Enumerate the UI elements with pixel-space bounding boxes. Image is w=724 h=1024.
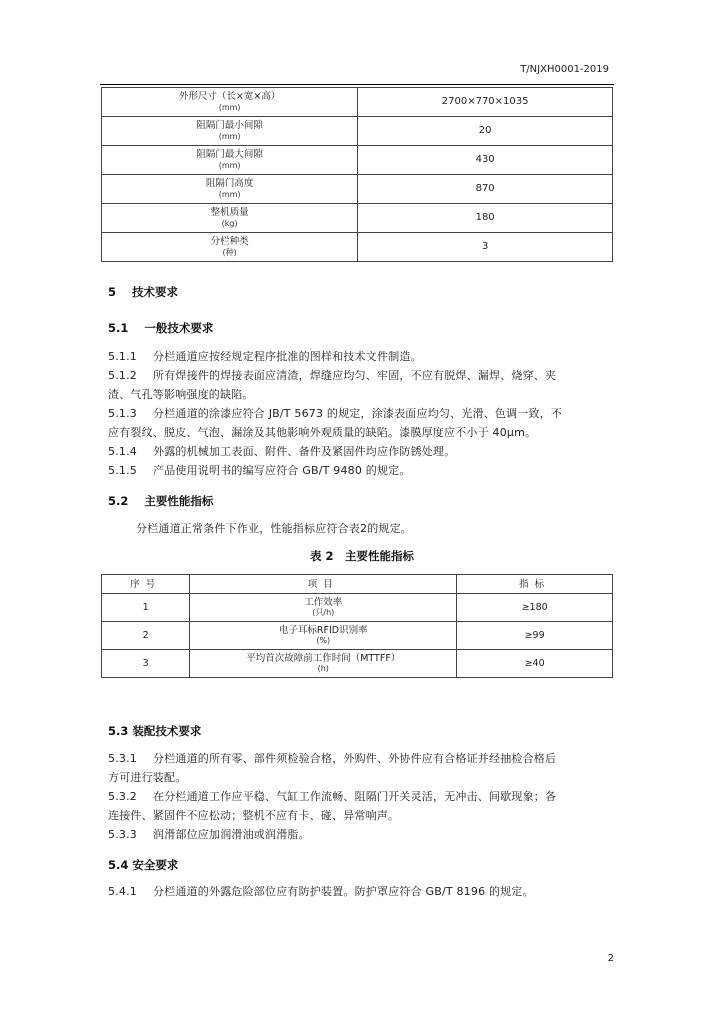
item-label: 平均首次故障前工作时间（MTTFF） (246, 653, 401, 664)
clause-5-4-1 (108, 883, 534, 901)
standard-code: T/NJXH0001-2019 (520, 64, 609, 75)
clause-5-1-2 (108, 367, 556, 385)
indicator-value: ≥180 (457, 594, 613, 622)
clause-5-1-4 (108, 443, 455, 461)
spec-unit: (mm) (218, 190, 241, 199)
spec-value: 2700×770×1035 (358, 88, 613, 117)
item-label: 电子耳标RFID识别率 (278, 625, 368, 636)
clause-number: 5.4.1 (108, 885, 137, 898)
row-number: 1 (102, 594, 190, 622)
spec-value: 870 (358, 175, 613, 204)
spec-label: 阻隔门最小间隙 (196, 120, 263, 131)
spec-unit: (种) (222, 248, 237, 257)
indicator-value: ≥40 (457, 650, 613, 678)
clause-text: 分栏通道的外露危险部位应有防护装置。防护罩应符合 GB/T 8196 的规定。 (153, 885, 534, 898)
spec-value: 20 (358, 117, 613, 146)
section-title: 主要性能指标 (144, 494, 214, 508)
spec-label-cell (102, 204, 358, 233)
clause-text: 产品使用说明书的编写应符合 GB/T 9480 的规定。 (153, 464, 411, 477)
table-row (102, 204, 613, 233)
indicator-value: ≥99 (457, 622, 613, 650)
section-number: 5.1 (108, 321, 129, 335)
table-row (102, 117, 613, 146)
clause-text: 分栏通道的涂漆应符合 JB/T 5673 的规定，涂漆表面应均匀、光滑、色调一致，不 (153, 407, 563, 420)
spec-value: 180 (358, 204, 613, 233)
row-number: 2 (102, 622, 190, 650)
spec-label: 分栏种类 (210, 236, 249, 247)
section-5-2-text: 分栏通道正常条件下作业，性能指标应符合表2的规定。 (136, 522, 412, 535)
spec-table (101, 87, 613, 262)
section-title: 技术要求 (132, 285, 179, 299)
spec-label-cell (102, 88, 358, 117)
row-number: 3 (102, 650, 190, 678)
clause-text: 外露的机械加工表面、附件、备件及紧固件均应作防锈处理。 (153, 445, 456, 458)
column-header: 指标 (457, 575, 613, 594)
item-unit: (%) (316, 636, 331, 645)
spec-label: 阻隔门最大间隙 (196, 149, 263, 160)
clause-text: 润滑部位应加润滑油或润滑脂。 (153, 828, 310, 841)
clause-5-3-2 (108, 788, 556, 806)
spec-label: 阻隔门高度 (205, 178, 254, 189)
clause-5-1-3-cont: 应有裂纹、脱皮、气泡、漏涂及其他影响外观质量的缺陷。漆膜厚度应不小于 40μm。 (108, 426, 537, 439)
spec-unit: (mm) (218, 161, 241, 170)
spec-label-cell (102, 117, 358, 146)
table-row (102, 650, 613, 678)
clause-5-3-1-cont: 方可进行装配。 (108, 771, 187, 784)
column-header: 项目 (190, 575, 457, 594)
clause-text: 分栏通道应按经规定程序批准的图样和技术文件制造。 (153, 350, 422, 363)
section-5-3-heading: 5.3 装配技术要求 (108, 724, 202, 738)
table-row (102, 594, 613, 622)
page-number: 2 (607, 953, 614, 964)
clause-number: 5.1.3 (108, 407, 137, 420)
section-title: 一般技术要求 (144, 321, 214, 335)
spec-value: 3 (358, 233, 613, 262)
item-cell (190, 650, 457, 678)
spec-label: 外形尺寸（长×宽×高） (178, 91, 281, 102)
spec-value: 430 (358, 146, 613, 175)
clause-5-3-3 (108, 826, 310, 844)
table-row (102, 175, 613, 204)
clause-5-1-5 (108, 462, 411, 480)
clause-text: 分栏通道的所有零、部件须检验合格，外购件、外协件应有合格证并经抽检合格后 (153, 752, 557, 765)
section-5-1-heading (108, 320, 213, 336)
clause-5-1-2-cont: 渣、气孔等影响强度的缺陷。 (108, 388, 254, 401)
item-cell (190, 594, 457, 622)
clause-number: 5.1.4 (108, 445, 137, 458)
clause-number: 5.3.1 (108, 752, 137, 765)
table-row (102, 146, 613, 175)
section-5-2-heading (108, 493, 213, 509)
spec-label-cell (102, 233, 358, 262)
table-row (102, 233, 613, 262)
table-row (102, 88, 613, 117)
section-number: 5 (108, 285, 117, 299)
clause-5-3-1 (108, 750, 556, 768)
item-unit: (只/h) (312, 608, 335, 617)
clause-text: 所有焊接件的焊接表面应清渣，焊缝应均匀、牢固，不应有脱焊、漏焊、烧穿、夹 (153, 369, 557, 382)
clause-5-1-1 (108, 348, 422, 366)
section-5-heading (108, 284, 178, 300)
spec-unit: (mm) (218, 132, 241, 141)
table-row (102, 622, 613, 650)
clause-number: 5.1.1 (108, 350, 137, 363)
spec-label-cell (102, 146, 358, 175)
spec-unit: (mm) (218, 103, 241, 112)
clause-number: 5.1.2 (108, 369, 137, 382)
section-number: 5.2 (108, 494, 129, 508)
table-2-caption: 表 2 主要性能指标 (309, 549, 414, 563)
spec-label: 整机质量 (210, 207, 249, 218)
clause-5-3-2-cont: 连接件、紧固件不应松动；整机不应有卡、碰、异常响声。 (108, 809, 400, 822)
clause-number: 5.3.3 (108, 828, 137, 841)
header-rule (100, 84, 614, 85)
section-5-4-heading: 5.4 安全要求 (108, 858, 179, 872)
spec-unit: (kg) (221, 219, 238, 228)
clause-number: 5.3.2 (108, 790, 137, 803)
clause-5-1-3 (108, 405, 562, 423)
clause-number: 5.1.5 (108, 464, 137, 477)
column-header: 序号 (102, 575, 190, 594)
spec-label-cell (102, 175, 358, 204)
table-header-row (102, 575, 613, 594)
clause-text: 在分栏通道工作应平稳、气缸工作流畅、阻隔门开关灵活，无冲击、间歇现象；各 (153, 790, 557, 803)
performance-table (101, 574, 613, 678)
item-label: 工作效率 (304, 597, 343, 608)
item-cell (190, 622, 457, 650)
item-unit: (h) (317, 664, 329, 673)
